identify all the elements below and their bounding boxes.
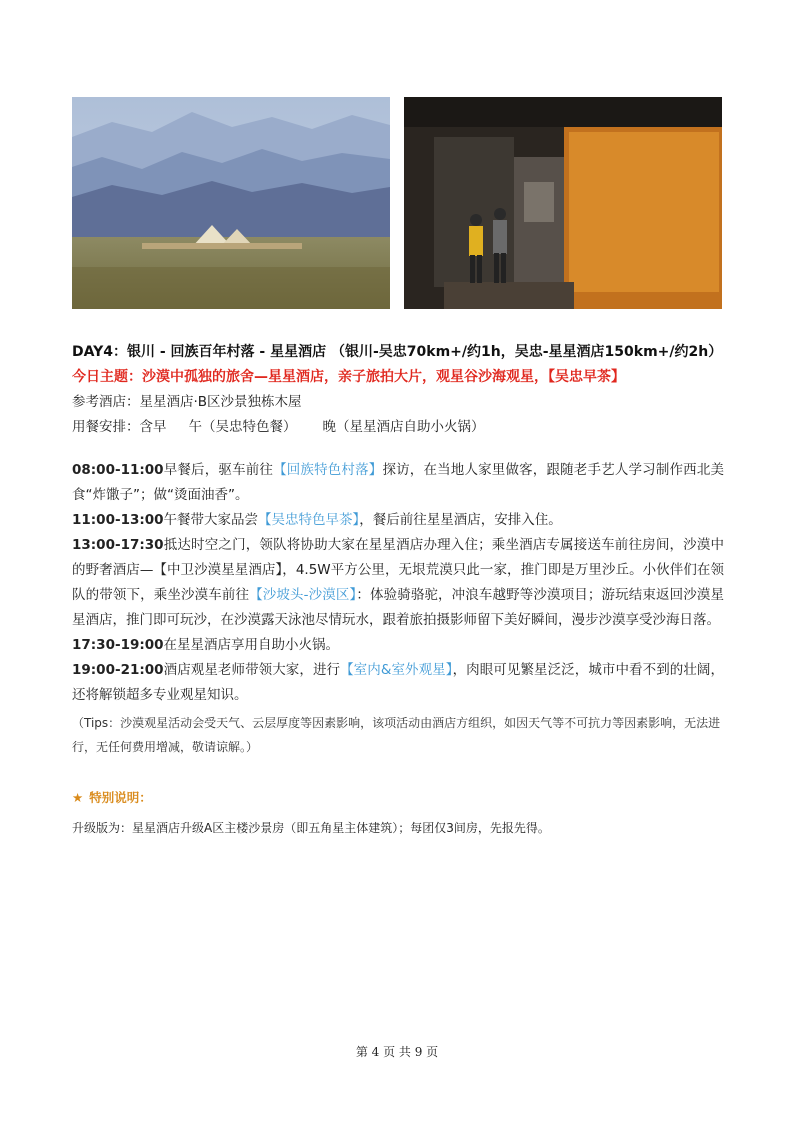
upgrade-note: 升级版为：星星酒店升级A区主楼沙景房（即五角星主体建筑）；每团仅3间房，先报先得。 xyxy=(72,821,550,835)
schedule-text: 抵达时空之门，领队将协助大家在星星酒店办理入住；乘坐酒店专属接送车前往房间，沙漠中的野奢酒店—【中卫沙漠星星酒店】，4.5W平方公里，无垠荒漠只此一家，推门即是万里沙丘。小伙伴们在领队的带领下，乘坐沙漠车前往 xyxy=(72,537,724,603)
schedule-text: 在星星酒店享用自助小火锅。 xyxy=(163,637,340,653)
meal-breakfast: 含早 xyxy=(139,419,167,435)
schedule-text: 早餐后，驱车前往 xyxy=(163,462,274,478)
itinerary-content xyxy=(72,340,724,839)
schedule-text-after: ，肉眼可见繁星泛泛，城市中看不到的壮阔，还将解锁超多专业观星知识。 xyxy=(72,662,725,703)
schedule-time: 17:30-19:00 xyxy=(72,637,164,653)
meal-dinner: 晚（星星酒店自助小火锅） xyxy=(322,419,485,435)
schedule-time: 11:00-13:00 xyxy=(72,512,164,528)
meal-label: 用餐安排： xyxy=(72,419,140,435)
hotel-info: 参考酒店：星星酒店·B区沙景独栋木屋 xyxy=(72,394,302,410)
schedule-highlight: 【回族特色村落】 xyxy=(273,462,383,478)
special-heading-text: 特别说明： xyxy=(89,790,152,805)
schedule-text: 酒店观星老师带领大家，进行 xyxy=(163,662,341,678)
schedule-highlight: 【吴忠特色早茶】 xyxy=(258,512,360,528)
tips-note: （Tips：沙漠观星活动会受天气、云层厚度等因素影响，该项活动由酒店方组织，如因天气等不可抗力等因素影响，无法进行，无任何费用增减，敬请谅解。） xyxy=(72,716,721,754)
schedule-time: 08:00-11:00 xyxy=(72,462,164,478)
schedule-item xyxy=(72,458,724,508)
schedule-text: 午餐带大家品尝 xyxy=(163,512,259,528)
day-title: DAY4：银川 - 回族百年村落 - 星星酒店 （银川-吴忠70km+/约1h，吴忠-星星酒店150km+/约2h） xyxy=(72,344,723,360)
schedule-time: 13:00-17:30 xyxy=(72,537,164,553)
schedule-item xyxy=(72,658,724,708)
schedule-item xyxy=(72,533,724,633)
schedule-highlight: 【沙坡头-沙漠区】 xyxy=(249,587,357,603)
schedule-highlight: 【室内&室外观星】 xyxy=(340,662,453,678)
schedule-item xyxy=(72,633,724,658)
schedule-time: 19:00-21:00 xyxy=(72,662,164,678)
day-theme: 今日主题：沙漠中孤独的旅舍—星星酒店，亲子旅拍大片，观星谷沙海观星，【吴忠早茶】 xyxy=(72,369,625,385)
star-icon: ★ xyxy=(72,790,84,805)
meal-arrangement xyxy=(72,415,724,440)
special-notes-heading xyxy=(72,787,724,809)
schedule-item xyxy=(72,508,724,533)
museum-calligraphy-photo xyxy=(404,97,722,309)
schedule-text-after: ：体验骑骆驼，冲浪车越野等沙漠项目；游玩结束返回沙漠星星酒店，推门即可玩沙，在沙漠露天泳池尽情玩水，跟着旅拍摄影师留下美好瞬间，漫步沙漠享受沙海日落。 xyxy=(72,587,725,628)
schedule-text-after: ，餐后前往星星酒店，安排入住。 xyxy=(359,512,562,528)
page-number: 第 4 页 共 9 页 xyxy=(355,1045,439,1059)
desert-mountain-photo xyxy=(72,97,390,309)
schedule-text-after: 探访，在当地人家里做客，跟随老手艺人学习制作西北美食“炸馓子”；做“烫面油香”。 xyxy=(72,462,725,503)
meal-lunch: 午（吴忠特色餐） xyxy=(188,419,297,435)
